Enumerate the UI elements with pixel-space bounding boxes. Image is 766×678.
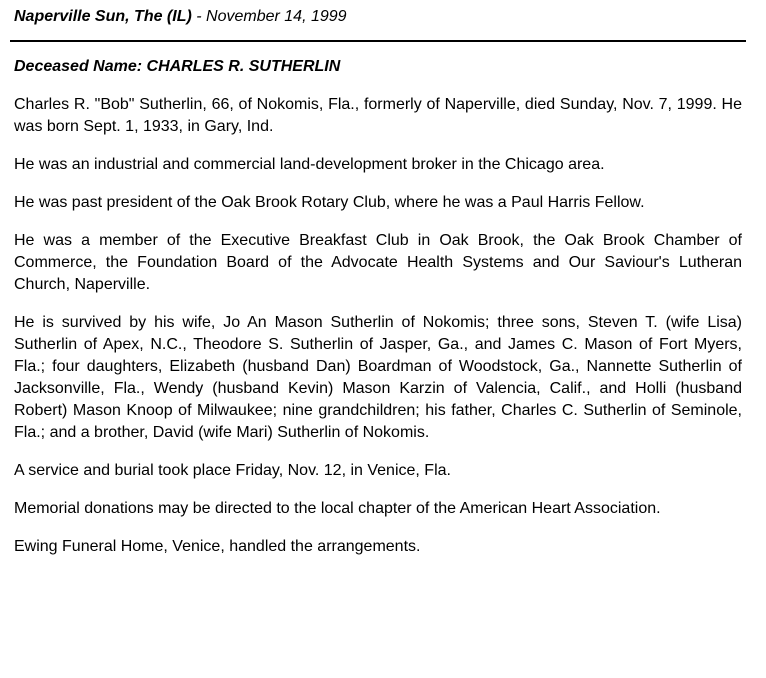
deceased-name: Deceased Name: CHARLES R. SUTHERLIN (14, 58, 341, 75)
header-divider (10, 40, 746, 42)
paragraph-career: He was an industrial and commercial land-development broker in the Chicago area. (14, 156, 605, 173)
paragraph-donations: Memorial donations may be directed to the local chapter of the American Heart Association. (14, 500, 661, 517)
paragraph-rotary: He was past president of the Oak Brook Rotary Club, where he was a Paul Harris Fellow. (14, 194, 645, 211)
obituary-body (14, 94, 742, 574)
paragraph-intro: Charles R. "Bob" Sutherlin, 66, of Nokomis, Fla., formerly of Naperville, died Sunday, Nov. 7, 1999. He was born Sept. 1, 1933, in Gary, Ind. (14, 96, 742, 135)
header-separator: - (191, 8, 207, 25)
paragraph-service: A service and burial took place Friday, Nov. 12, in Venice, Fla. (14, 462, 451, 479)
paragraph-memberships: He was a member of the Executive Breakfast Club in Oak Brook, the Oak Brook Chamber of Commerce, the Foundation Board of the Advocate Health Systems and Our Saviour's Lutheran Church, Naperville. (14, 232, 742, 293)
publication-date: November 14, 1999 (206, 8, 347, 25)
paragraph-survivors: He is survived by his wife, Jo An Mason Sutherlin of Nokomis; three sons, Steven T. (wife Lisa) Sutherlin of Apex, N.C., Theodore S. Sutherlin of Jasper, Ga., and James C. Mason of Fort Myers, Fla.; four daughters, Elizabeth (husband Dan) Boardman of Woodstock, Ga., Nannette Sutherlin of Jacksonville, Fla., Wendy (husband Kevin) Mason Karzin of Valencia, Calif., and Holli (husband Robert) Mason Knoop of Milwaukee; nine grandchildren; his father, Charles C. Sutherlin of Seminole, Fla.; and a brother, David (wife Mari) Sutherlin of Nokomis. (14, 314, 742, 441)
newspaper-name: Naperville Sun, The (IL) (14, 8, 192, 25)
paragraph-funeral-home: Ewing Funeral Home, Venice, handled the arrangements. (14, 538, 421, 555)
article-header (14, 6, 347, 28)
